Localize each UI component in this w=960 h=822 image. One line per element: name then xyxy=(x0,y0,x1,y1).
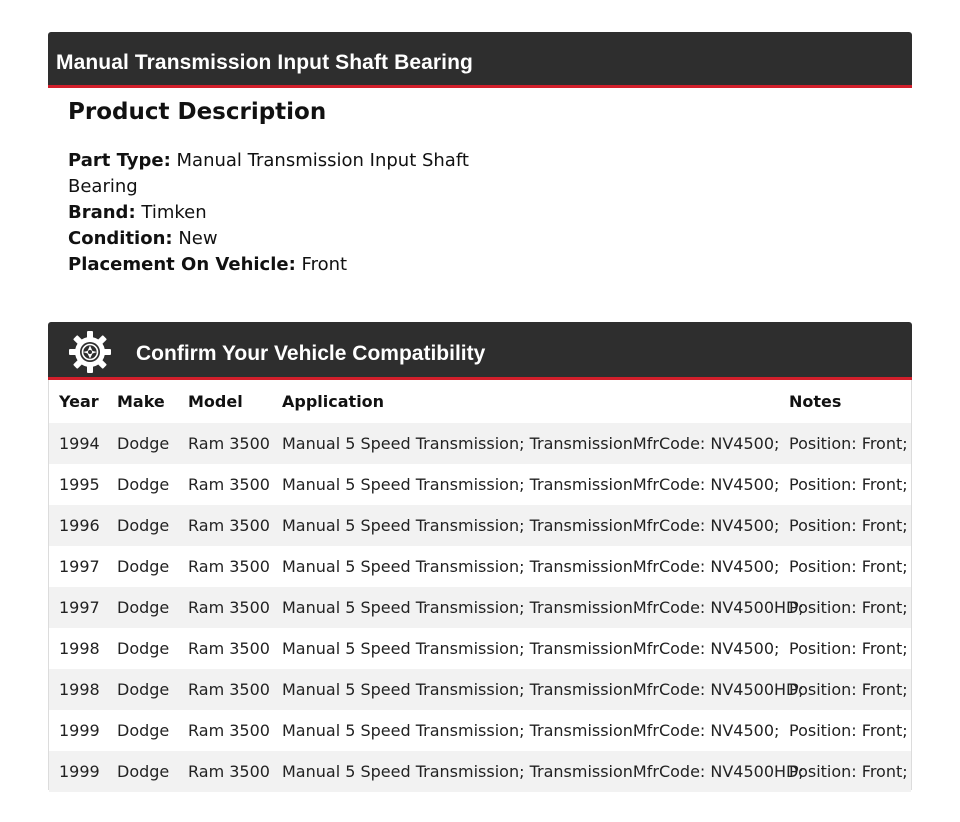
column-header-year: Year xyxy=(59,392,99,411)
table-header-row xyxy=(49,380,911,423)
cell-notes: Position: Front; xyxy=(789,557,908,576)
description-fields xyxy=(68,148,488,278)
cell-year: 1996 xyxy=(59,516,100,535)
cell-model: Ram 3500 xyxy=(188,434,270,453)
column-header-make: Make xyxy=(117,392,165,411)
compatibility-title: Confirm Your Vehicle Compatibility xyxy=(136,342,486,365)
cell-year: 1995 xyxy=(59,475,100,494)
cell-application: Manual 5 Speed Transmission; TransmissionMfrCode: NV4500; xyxy=(282,721,780,740)
cell-year: 1997 xyxy=(59,557,100,576)
cell-application: Manual 5 Speed Transmission; TransmissionMfrCode: NV4500HD; xyxy=(282,680,804,699)
cell-make: Dodge xyxy=(117,639,170,658)
field-value: Manual Transmission Input Shaft Bearing xyxy=(68,150,469,197)
table-row xyxy=(49,669,911,710)
field-part-type xyxy=(68,148,488,200)
gear-icon xyxy=(68,330,112,374)
product-title-bar xyxy=(48,32,912,88)
cell-notes: Position: Front; xyxy=(789,721,908,740)
cell-model: Ram 3500 xyxy=(188,598,270,617)
cell-notes: Position: Front; xyxy=(789,680,908,699)
field-condition xyxy=(68,226,488,252)
field-label: Brand: xyxy=(68,202,136,223)
cell-model: Ram 3500 xyxy=(188,680,270,699)
cell-notes: Position: Front; xyxy=(789,516,908,535)
field-value: Front xyxy=(301,254,348,275)
field-brand xyxy=(68,200,488,226)
table-row xyxy=(49,751,911,792)
cell-make: Dodge xyxy=(117,598,170,617)
cell-year: 1999 xyxy=(59,762,100,781)
column-header-notes: Notes xyxy=(789,392,842,411)
cell-notes: Position: Front; xyxy=(789,639,908,658)
cell-application: Manual 5 Speed Transmission; TransmissionMfrCode: NV4500HD; xyxy=(282,762,804,781)
field-value: New xyxy=(178,228,218,249)
cell-make: Dodge xyxy=(117,680,170,699)
table-row xyxy=(49,464,911,505)
field-label: Placement On Vehicle: xyxy=(68,254,296,275)
cell-model: Ram 3500 xyxy=(188,639,270,658)
cell-application: Manual 5 Speed Transmission; TransmissionMfrCode: NV4500; xyxy=(282,475,780,494)
table-row xyxy=(49,423,911,464)
cell-model: Ram 3500 xyxy=(188,721,270,740)
cell-model: Ram 3500 xyxy=(188,557,270,576)
cell-notes: Position: Front; xyxy=(789,762,908,781)
column-header-application: Application xyxy=(282,392,385,411)
cell-notes: Position: Front; xyxy=(789,598,908,617)
cell-application: Manual 5 Speed Transmission; TransmissionMfrCode: NV4500HD; xyxy=(282,598,804,617)
field-placement xyxy=(68,252,488,278)
cell-make: Dodge xyxy=(117,434,170,453)
product-title: Manual Transmission Input Shaft Bearing xyxy=(56,51,473,74)
description-heading: Product Description xyxy=(68,99,327,125)
table-row xyxy=(49,710,911,751)
product-description xyxy=(68,96,488,278)
cell-year: 1999 xyxy=(59,721,100,740)
column-header-model: Model xyxy=(188,392,243,411)
compatibility-header xyxy=(48,322,912,380)
cell-make: Dodge xyxy=(117,762,170,781)
cell-model: Ram 3500 xyxy=(188,762,270,781)
cell-notes: Position: Front; xyxy=(789,475,908,494)
field-label: Part Type: xyxy=(68,150,171,171)
cell-application: Manual 5 Speed Transmission; TransmissionMfrCode: NV4500; xyxy=(282,434,780,453)
cell-year: 1998 xyxy=(59,639,100,658)
cell-application: Manual 5 Speed Transmission; TransmissionMfrCode: NV4500; xyxy=(282,639,780,658)
cell-application: Manual 5 Speed Transmission; TransmissionMfrCode: NV4500; xyxy=(282,557,780,576)
cell-notes: Position: Front; xyxy=(789,434,908,453)
cell-model: Ram 3500 xyxy=(188,516,270,535)
cell-make: Dodge xyxy=(117,475,170,494)
table-row xyxy=(49,546,911,587)
cell-make: Dodge xyxy=(117,516,170,535)
cell-year: 1998 xyxy=(59,680,100,699)
compatibility-table-wrap xyxy=(48,380,912,790)
cell-application: Manual 5 Speed Transmission; TransmissionMfrCode: NV4500; xyxy=(282,516,780,535)
compatibility-table xyxy=(49,380,911,792)
cell-year: 1994 xyxy=(59,434,100,453)
cell-make: Dodge xyxy=(117,721,170,740)
field-value: Timken xyxy=(141,202,207,223)
cell-year: 1997 xyxy=(59,598,100,617)
table-row xyxy=(49,505,911,546)
cell-model: Ram 3500 xyxy=(188,475,270,494)
cell-make: Dodge xyxy=(117,557,170,576)
table-row xyxy=(49,628,911,669)
table-row xyxy=(49,587,911,628)
field-label: Condition: xyxy=(68,228,173,249)
